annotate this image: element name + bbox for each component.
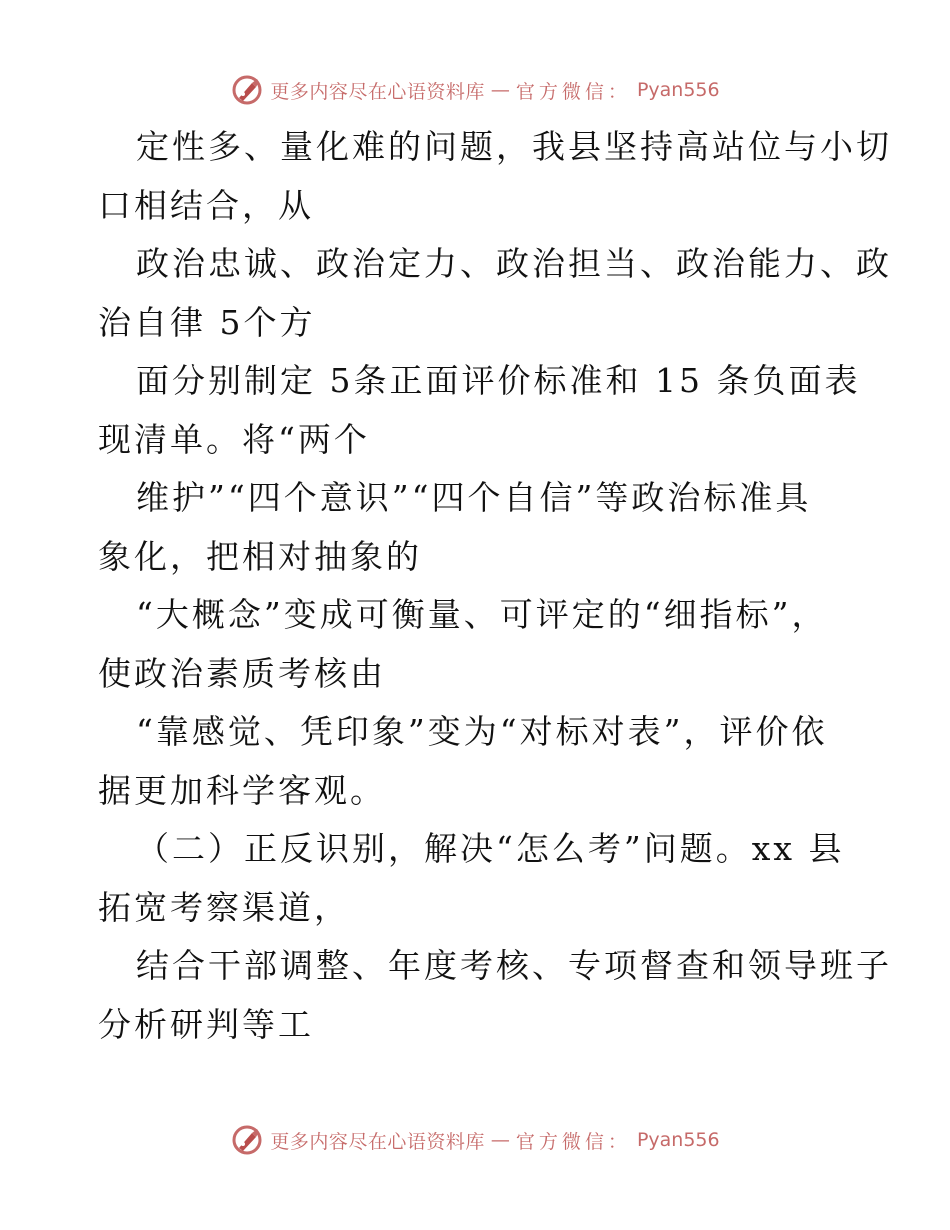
watermark-site-text: 更多内容尽在心语资料库 xyxy=(270,80,485,103)
text-line-11: “靠感觉、凭印象”变为“对标对表”，评价依 xyxy=(136,712,828,751)
watermark-site-text: 更多内容尽在心语资料库 xyxy=(270,1130,485,1153)
text-line-10: 使政治素质考核由 xyxy=(98,653,386,693)
header-watermark xyxy=(0,70,950,110)
text-line-6: 现清单。将“两个 xyxy=(98,419,370,459)
watermark-official-label: 官方微信： xyxy=(515,1130,631,1153)
text-line-1: 定性多、量化难的问题，我县坚持高站位与小切 xyxy=(136,127,892,166)
text-line-16: 分析研判等工 xyxy=(98,1004,314,1044)
text-line-14: 拓宽考察渠道， xyxy=(98,887,350,927)
text-line-5: 面分别制定 5条正面评价标准和 15 条负面表 xyxy=(136,361,861,400)
text-line-7: 维护”“四个意识”“四个自信”等政治标准具 xyxy=(136,478,812,517)
text-line-13: （二）正反识别，解决“怎么考”问题。xx 县 xyxy=(136,829,845,868)
text-line-9: “大概念”变成可衡量、可评定的“细指标”， xyxy=(136,595,828,634)
text-line-2: 口相结合，从 xyxy=(98,185,314,225)
document-body xyxy=(98,118,892,1054)
text-line-15: 结合干部调整、年度考核、专项督查和领导班子 xyxy=(136,946,892,985)
text-line-8: 象化，把相对抽象的 xyxy=(98,536,422,576)
watermark-wechat-id: Pyan556 xyxy=(636,1129,720,1151)
watermark-dash: — xyxy=(490,1129,510,1151)
watermark-official-label: 官方微信： xyxy=(515,80,631,103)
text-line-3: 政治忠诚、政治定力、政治担当、政治能力、政 xyxy=(136,244,892,283)
footer-watermark xyxy=(0,1120,950,1160)
text-line-12: 据更加科学客观。 xyxy=(98,770,386,810)
watermark-dash: — xyxy=(490,79,510,101)
text-line-4: 治自律 5个方 xyxy=(98,302,316,342)
watermark-wechat-id: Pyan556 xyxy=(636,79,720,101)
pen-nib-logo-icon xyxy=(230,73,264,107)
pen-nib-logo-icon xyxy=(230,1123,264,1157)
